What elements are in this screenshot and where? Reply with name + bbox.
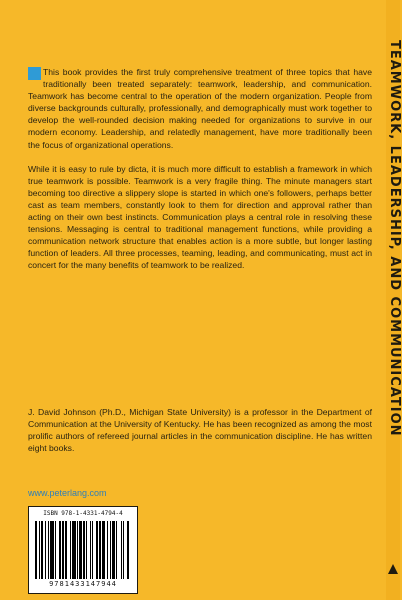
isbn-barcode bbox=[28, 506, 138, 594]
description-paragraph-1-text: This book provides the first truly comprehensive treatment of three topics that have traditionally been treated separately: teamwork, leadership, and communication. Teamwork has become central to the operation of the modern organization. People from diverse backgrounds culturally, professionally, and demographically must work together to develop the well-rounded decision making needed for organizations to survive in our modern economy. Leadership, and relatedly management, have more traditionally been the focus of organizational operations. bbox=[28, 67, 372, 150]
author-bio: J. David Johnson (Ph.D., Michigan State University) is a professor in the Department of Communication at the University of Kentucky. He has been recognized as among the most prolific authors of refereed journal articles in the communication discipline. He has written eight books. bbox=[28, 407, 372, 454]
spine-title: TEAMWORK, LEADERSHIP, AND COMMUNICATION bbox=[387, 40, 402, 437]
description-text bbox=[28, 66, 372, 284]
barcode-bars bbox=[35, 521, 131, 579]
publisher-website[interactable]: www.peterlang.com bbox=[28, 488, 107, 498]
spine bbox=[386, 0, 400, 600]
barcode-number: 9781433147944 bbox=[49, 580, 117, 588]
description-paragraph-2: While it is easy to rule by dicta, it is much more difficult to establish a framework in which true teamwork is possible. Teamwork is a very fragile thing. The minute managers start becoming too directive a slippery slope is started in which one's followers, perhaps better cast as team members, constantly look to them for direction and approval rather than acting on their own best instincts. Communication plays a central role in resolving these tensions. Messaging is central to traditional management functions, while providing a communication network structure that enables action is a more subtle, but longer lasting function of leaders. All three processes, teaming, leading, and communicating, must act in concert for the many benefits of teamwork to be realized. bbox=[28, 163, 372, 271]
barcode-bar bbox=[129, 521, 130, 579]
dropcap-accent bbox=[28, 67, 41, 80]
description-paragraph-1 bbox=[28, 66, 372, 151]
publisher-logo-icon bbox=[388, 564, 398, 574]
isbn-label: ISBN 978-1-4331-4794-4 bbox=[43, 510, 123, 517]
